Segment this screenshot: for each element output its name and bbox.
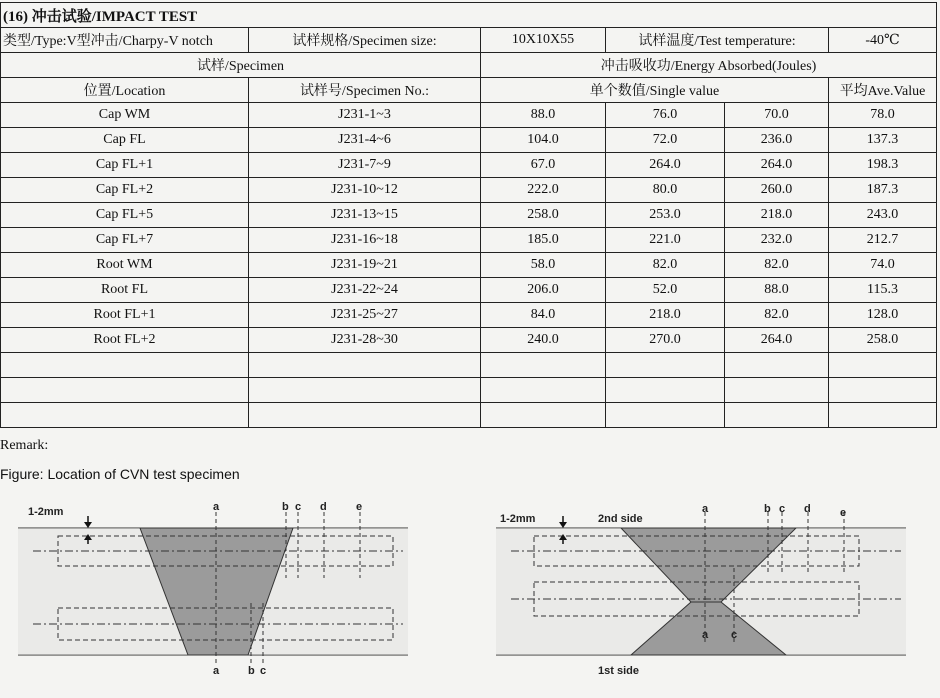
left-dimension-label: 1-2mm: [28, 506, 64, 518]
value-3-cell: 218.0: [725, 203, 829, 228]
mark-e-top: e: [840, 507, 847, 519]
mark-b-top: b: [282, 501, 289, 513]
table-row: [1, 278, 937, 303]
value-2-cell: 264.0: [606, 153, 725, 178]
mark-c-bottom: c: [260, 665, 267, 676]
right-dimension-label: 1-2mm: [500, 513, 536, 525]
location-cell: Cap FL+7: [1, 228, 249, 253]
specimen-no-cell: J231-16~18: [249, 228, 481, 253]
table-row: [1, 203, 937, 228]
specimen-size-label: 试样规格/Specimen size:: [249, 28, 481, 53]
specimen-no-cell: J231-1~3: [249, 103, 481, 128]
specimen-no-cell: J231-7~9: [249, 153, 481, 178]
value-2-cell: 270.0: [606, 328, 725, 353]
mark-d-top: d: [804, 503, 811, 515]
value-1-cell: 58.0: [481, 253, 606, 278]
mark-a-top: a: [702, 503, 709, 515]
specimen-no-cell: J231-25~27: [249, 303, 481, 328]
specimen-no-cell: J231-13~15: [249, 203, 481, 228]
specimen-no-cell: J231-28~30: [249, 328, 481, 353]
average-cell: 243.0: [829, 203, 937, 228]
impact-test-table: [0, 2, 937, 428]
average-cell: 198.3: [829, 153, 937, 178]
specimen-no-cell: J231-22~24: [249, 278, 481, 303]
value-1-cell: 67.0: [481, 153, 606, 178]
section-title: (16) 冲击试验/IMPACT TEST: [1, 3, 937, 28]
average-cell: 187.3: [829, 178, 937, 203]
location-cell: Cap FL+2: [1, 178, 249, 203]
figure-caption: Figure: Location of CVN test specimen: [0, 466, 240, 482]
mark-c-bottom: c: [731, 629, 738, 641]
value-2-cell: 80.0: [606, 178, 725, 203]
location-cell: Cap WM: [1, 103, 249, 128]
first-side-label: 1st side: [598, 665, 639, 677]
energy-group-header: 冲击吸收功/Energy Absorbed(Joules): [481, 53, 937, 78]
location-header: 位置/Location: [1, 78, 249, 103]
value-1-cell: 185.0: [481, 228, 606, 253]
value-1-cell: 104.0: [481, 128, 606, 153]
value-2-cell: 253.0: [606, 203, 725, 228]
table-row: [1, 228, 937, 253]
table-row: [1, 153, 937, 178]
mark-a-top: a: [213, 501, 220, 513]
value-2-cell: 218.0: [606, 303, 725, 328]
mark-c-top: c: [779, 503, 786, 515]
value-1-cell: 222.0: [481, 178, 606, 203]
location-cell: Cap FL+5: [1, 203, 249, 228]
value-2-cell: 52.0: [606, 278, 725, 303]
mark-a-bottom: a: [213, 665, 220, 676]
value-2-cell: 82.0: [606, 253, 725, 278]
table-row: [1, 253, 937, 278]
specimen-no-cell: J231-19~21: [249, 253, 481, 278]
value-3-cell: 70.0: [725, 103, 829, 128]
mark-c-top: c: [295, 501, 302, 513]
second-side-label: 2nd side: [598, 513, 643, 525]
double-v-groove-figure: [496, 498, 916, 678]
average-cell: 212.7: [829, 228, 937, 253]
value-3-cell: 82.0: [725, 303, 829, 328]
value-1-cell: 84.0: [481, 303, 606, 328]
average-cell: 258.0: [829, 328, 937, 353]
empty-row: [1, 403, 937, 428]
value-3-cell: 88.0: [725, 278, 829, 303]
mark-b-bottom: b: [248, 665, 255, 676]
location-cell: Root FL+1: [1, 303, 249, 328]
specimen-group-header: 试样/Specimen: [1, 53, 481, 78]
value-1-cell: 88.0: [481, 103, 606, 128]
average-cell: 78.0: [829, 103, 937, 128]
location-cell: Root WM: [1, 253, 249, 278]
type-label: 类型/Type:V型冲击/Charpy-V notch: [1, 28, 249, 53]
average-header: 平均Ave.Value: [829, 78, 937, 103]
average-cell: 115.3: [829, 278, 937, 303]
value-3-cell: 264.0: [725, 153, 829, 178]
value-3-cell: 82.0: [725, 253, 829, 278]
mark-b-top: b: [764, 503, 771, 515]
value-1-cell: 258.0: [481, 203, 606, 228]
value-2-cell: 72.0: [606, 128, 725, 153]
mark-d-top: d: [320, 501, 327, 513]
value-2-cell: 221.0: [606, 228, 725, 253]
table-row: [1, 328, 937, 353]
single-value-header: 单个数值/Single value: [481, 78, 829, 103]
table-row: [1, 178, 937, 203]
location-cell: Cap FL: [1, 128, 249, 153]
average-cell: 128.0: [829, 303, 937, 328]
specimen-no-cell: J231-10~12: [249, 178, 481, 203]
empty-row: [1, 353, 937, 378]
table-row: [1, 103, 937, 128]
average-cell: 74.0: [829, 253, 937, 278]
mark-e-top: e: [356, 501, 363, 513]
empty-row: [1, 378, 937, 403]
test-temperature-label: 试样温度/Test temperature:: [606, 28, 829, 53]
value-1-cell: 240.0: [481, 328, 606, 353]
location-cell: Root FL: [1, 278, 249, 303]
value-2-cell: 76.0: [606, 103, 725, 128]
value-3-cell: 260.0: [725, 178, 829, 203]
mark-a-bottom: a: [702, 629, 709, 641]
single-v-groove-figure: [18, 498, 418, 676]
value-3-cell: 236.0: [725, 128, 829, 153]
location-cell: Cap FL+1: [1, 153, 249, 178]
value-3-cell: 264.0: [725, 328, 829, 353]
table-row: [1, 128, 937, 153]
remark-label: Remark:: [0, 438, 49, 453]
location-cell: Root FL+2: [1, 328, 249, 353]
test-temperature-value: -40℃: [829, 28, 937, 53]
table-row: [1, 303, 937, 328]
specimen-size-value: 10X10X55: [481, 28, 606, 53]
specimen-no-cell: J231-4~6: [249, 128, 481, 153]
value-3-cell: 232.0: [725, 228, 829, 253]
specimen-no-header: 试样号/Specimen No.:: [249, 78, 481, 103]
value-1-cell: 206.0: [481, 278, 606, 303]
average-cell: 137.3: [829, 128, 937, 153]
